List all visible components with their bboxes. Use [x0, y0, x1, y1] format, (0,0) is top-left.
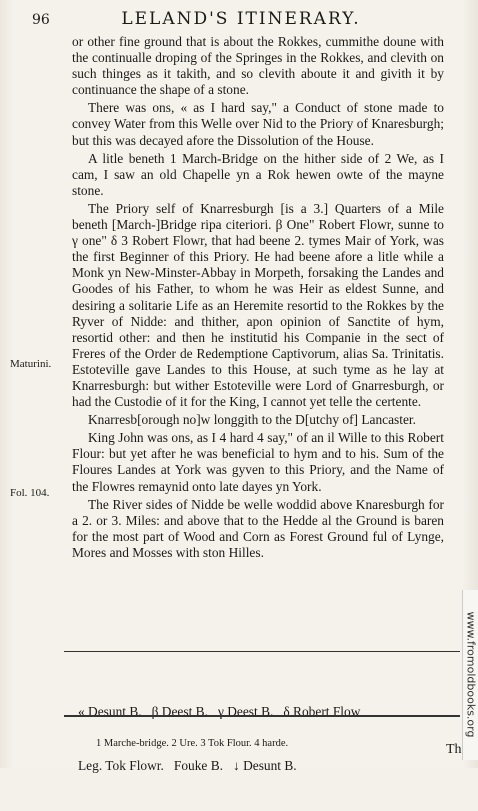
divider-rule: [64, 651, 460, 652]
paragraph: There was ons, « as I hard say," a Conduct of stone made to convey Water from this Welle over Nid to the Priory of Knaresburgh; but this was decayed afore the Dissolution of the House.: [72, 100, 444, 148]
page-number: 96: [32, 12, 50, 28]
variant-line: Leg. Tok Flowr. Fouke B. ↓ Desunt B.: [78, 758, 297, 773]
paragraph: or other fine ground that is about the Rokkes, cummithe doune with the continualle droping of the Springes in the Rokkes, and clevith on such thinges as it takith, and so clevith aboute it and givith it by continuance the shape of a stone.: [72, 34, 444, 98]
page-header: [26, 8, 456, 32]
body-text: [72, 34, 444, 561]
variant-line: « Desunt B. β Deest B. γ Deest B. δ Robert Flow: [78, 704, 361, 719]
paragraph: A litle beneth 1 March-Bridge on the hither side of 2 We, as I cam, I saw an old Chapelle yn a Rok hewen owte of the mayne stone.: [72, 150, 444, 198]
margin-note-maturini: Maturini.: [10, 358, 52, 370]
divider-rule: [64, 715, 460, 717]
watermark-text: www.fromoldbooks.org: [464, 611, 478, 738]
catchword: Th: [446, 742, 462, 757]
paragraph: King John was ons, as I 4 hard 4 say," of an il Wille to this Robert Flour: but yet after he was beneficial to hym and to his. Sum of the Floures Landes at York was gyven to this Priory, and the Name of the Flowres remaynid onto late dayes yn York.: [72, 430, 444, 494]
paragraph: The Priory self of Knarresburgh [is a 3.] Quarters of a Mile beneth [March-]Bridge ripa citeriori. β One" Robert Flowr, sunne to γ one" δ 3 Robert Flowr, that had beene 2. tymes Mair of York, was the first Beginner of this Priory. He had beene afore a litle while a Monk yn New-Minster-Abbay in Morpeth, forsaking the Landes and Goodes of his Father, to whom he was Heir as eldest Sunne, and desiring a solitarie Life as an Heremite resortid to the Rokkes by the Ryver of Nidde: and thither, apon opinion of Sanctite of hym, resortid other: and then he institutid his Companie in the sect of Freres of the Order de Redemptione Captivorum, alias Sa. Trinitatis. Estoteville gave Landes to this House, at such tyme as he lay at Knarresburgh: but wither Estoteville were Lord of Gnarresburgh, or had the Custodie of it for the King, I cannot yet telle the certente.: [72, 200, 444, 410]
paragraph: The River sides of Nidde be welle woddid above Knaresburgh for a 2. or 3. Miles: and above that to the Hedde al the Ground is baren for the most part of Wood and Corn as Forest Ground ful of Lynge, Mores and Mosses with ston Hilles.: [72, 496, 444, 560]
paragraph: Knarresb[orough no]w longgith to the D[utchy of] Lancaster.: [88, 412, 416, 428]
running-title: LELAND'S ITINERARY.: [121, 9, 361, 29]
footnotes: 1 Marche-bridge. 2 Ure. 3 Tok Flour. 4 harde.: [96, 738, 289, 749]
watermark: [462, 590, 478, 760]
margin-note-folio: Fol. 104.: [10, 487, 50, 499]
